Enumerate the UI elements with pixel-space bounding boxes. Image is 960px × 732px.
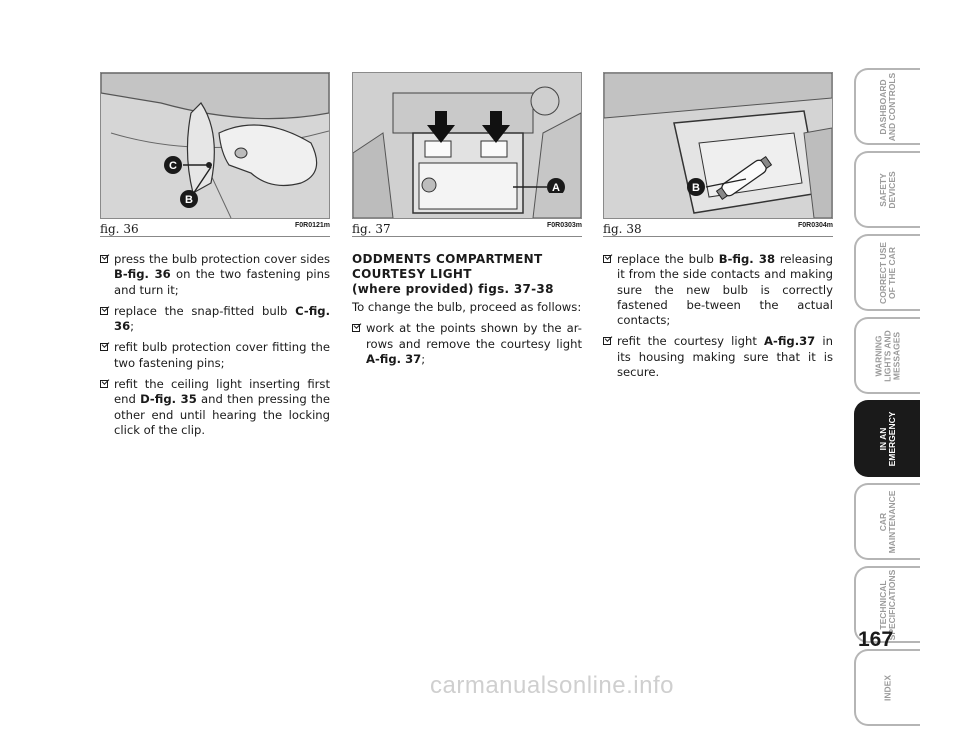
chapter-tab-label — [875, 330, 902, 382]
list-item — [100, 304, 330, 335]
chapter-tab-line: IN AN — [878, 427, 888, 450]
figure-37-image — [352, 72, 582, 219]
item-text: and then pressing the other end until hearing the locking click of the clip. — [114, 392, 330, 437]
chapter-tab-line: DEVICES — [887, 170, 897, 209]
reference-text: D-fig. 35 — [140, 392, 197, 407]
chapter-tab-line: TECHNICAL — [878, 579, 888, 630]
chapter-tab-line: WARNING — [873, 334, 884, 377]
item-text: releasing it from the side contacts and making sure the new bulb is correctly fastened be-tween the actual contacts; — [617, 252, 833, 328]
heading-line-1: ODDMENTS COMPARTMENT — [352, 252, 543, 266]
callout-c-label: C — [169, 160, 177, 172]
chapter-tab-label — [879, 171, 897, 208]
list-item — [100, 340, 330, 371]
item-text: replace the snap-fitted bulb — [114, 303, 296, 318]
chapter-tab-line: MAINTENANCE — [887, 490, 897, 553]
column-1 — [100, 252, 330, 444]
section-heading — [352, 252, 582, 297]
callout-b-label: B — [185, 194, 193, 206]
figure-37-label: fig. 37 — [352, 222, 391, 236]
chapter-tab-label — [884, 675, 893, 701]
list-item — [603, 334, 833, 380]
chapter-tab-label — [879, 490, 897, 553]
checkbox-bullet-icon — [352, 324, 360, 332]
chapter-tab-line: EMERGENCY — [887, 411, 897, 466]
list-item — [100, 252, 330, 298]
chapter-tab-4[interactable] — [854, 400, 920, 477]
chapter-tab-line: OF THE CAR — [887, 246, 897, 299]
chapter-tab-1[interactable] — [854, 151, 920, 228]
item-text: ; — [421, 351, 426, 366]
page-number: 167 — [858, 628, 894, 651]
chapter-tab-3[interactable] — [854, 317, 920, 394]
chapter-tab-line: CORRECT USE — [878, 241, 888, 304]
column-3 — [603, 252, 833, 386]
chapter-tab-line: LIGHTS AND — [882, 329, 893, 382]
intro-paragraph: To change the bulb, proceed as follows: — [352, 300, 582, 314]
item-text: work at the points shown by the ar-rows and remove the courtesy light — [366, 321, 582, 351]
callout-a-label: A — [552, 182, 560, 193]
item-text: refit the courtesy light — [617, 334, 765, 349]
col2-list — [352, 321, 582, 367]
item-text: refit the ceiling light inserting first end — [114, 377, 330, 407]
item-text: press the bulb protection cover sides — [114, 252, 330, 266]
chapter-tab-2[interactable] — [854, 234, 920, 311]
item-text: on the two fastening pins and turn it; — [114, 267, 330, 297]
arrow-down-icon — [482, 111, 510, 143]
column-2 — [352, 252, 582, 373]
chapter-tab-7[interactable] — [854, 649, 920, 726]
chapter-tab-line: SPECIFICATIONS — [887, 569, 897, 640]
list-item — [100, 377, 330, 438]
col3-list — [603, 252, 833, 380]
item-text: refit bulb protection cover fitting the two fastening pins; — [114, 340, 330, 370]
chapter-tab-line: SAFETY — [878, 172, 888, 207]
callout-b-label: B — [692, 182, 700, 194]
chapter-tab-label — [879, 411, 897, 466]
arrow-down-icon — [427, 111, 455, 143]
item-text: in its housing making sure that it is secure. — [617, 334, 833, 380]
heading-line-2: COURTESY LIGHT — [352, 267, 472, 281]
chapter-tab-line: CAR — [878, 512, 888, 531]
figure-38-caption — [603, 222, 833, 237]
checkbox-bullet-icon — [603, 255, 611, 263]
figure-38-label: fig. 38 — [603, 222, 642, 236]
heading-line-3: (where provided) figs. 37-38 — [352, 282, 554, 296]
chapter-tab-line: DASHBOARD — [878, 78, 888, 135]
figure-36-code: F0R0121m — [294, 222, 330, 229]
chapter-tab-line: AND CONTROLS — [887, 72, 897, 141]
watermark: carmanualsonline.info — [430, 672, 674, 699]
reference-text: B-fig. 36 — [114, 267, 171, 282]
figure-37-code: F0R0303m — [546, 222, 582, 229]
checkbox-bullet-icon — [100, 380, 108, 388]
reference-text: A-fig.37 — [764, 334, 816, 349]
checkbox-bullet-icon — [603, 337, 611, 345]
item-text: ; — [130, 319, 135, 334]
figure-36-image — [100, 72, 330, 219]
chapter-tab-label — [879, 72, 897, 140]
list-item — [352, 321, 582, 367]
chapter-tab-line: INDEX — [882, 674, 893, 701]
chapter-tab-label — [879, 242, 897, 304]
checkbox-bullet-icon — [100, 255, 108, 263]
figure-38-image — [603, 72, 833, 219]
reference-text: B-fig. 38 — [718, 252, 776, 266]
chapter-tab-5[interactable] — [854, 483, 920, 560]
reference-text: C-fig. 36 — [114, 303, 330, 334]
figure-37-caption — [352, 222, 582, 237]
item-text: replace the bulb — [617, 252, 719, 266]
chapter-tab-0[interactable] — [854, 68, 920, 145]
checkbox-bullet-icon — [100, 307, 108, 315]
figure-36-label: fig. 36 — [100, 222, 139, 236]
col1-list — [100, 252, 330, 438]
list-item — [603, 252, 833, 328]
chapter-tab-line: MESSAGES — [891, 331, 902, 380]
checkbox-bullet-icon — [100, 343, 108, 351]
reference-text: A-fig. 37 — [366, 351, 422, 366]
figure-38-code: F0R0304m — [797, 222, 833, 229]
figure-36-caption — [100, 222, 330, 237]
